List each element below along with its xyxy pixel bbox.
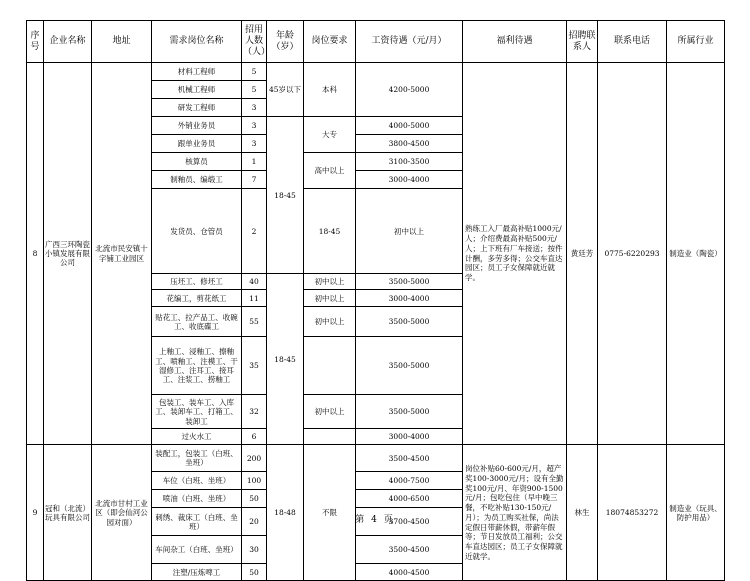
count-cell: 6 xyxy=(242,429,267,445)
requirement-cell xyxy=(304,337,356,395)
position-cell: 贴花工、拉产品工、收碗工、收底碟工 xyxy=(152,307,242,337)
count-cell: 55 xyxy=(242,307,267,337)
recruitment-table xyxy=(26,20,725,581)
count-cell: 3 xyxy=(242,99,267,117)
requirement-cell: 大专 xyxy=(304,117,356,153)
position-cell: 过火水工 xyxy=(152,429,242,445)
header-salary: 工资待遇（元/月） xyxy=(356,21,463,63)
age-cell: 18-45 xyxy=(267,274,304,445)
count-cell: 5 xyxy=(242,81,267,99)
salary-cell: 3100-3500 xyxy=(356,153,463,171)
header-requirement: 岗位要求 xyxy=(304,21,356,63)
company2-contact: 林生 xyxy=(567,445,598,581)
position-cell: 外销业务员 xyxy=(152,117,242,135)
count-cell: 50 xyxy=(242,490,267,508)
position-cell: 跟单业务员 xyxy=(152,135,242,153)
count-cell: 20 xyxy=(242,508,267,536)
header-welfare: 福利待遇 xyxy=(463,21,567,63)
requirement-cell: 本科 xyxy=(304,63,356,117)
requirement-cell xyxy=(304,429,356,445)
header-industry: 所属行业 xyxy=(667,21,725,63)
requirement-cell: 初中以上 xyxy=(356,189,463,274)
count-cell: 3 xyxy=(242,117,267,135)
company1-phone: 0775-6220293 xyxy=(598,63,667,445)
salary-cell: 3500-5000 xyxy=(356,307,463,337)
company1-seq: 8 xyxy=(27,63,44,445)
company2-age: 18-48 xyxy=(267,445,304,581)
position-cell: 研发工程师 xyxy=(152,99,242,117)
salary-cell: 4000-4500 xyxy=(356,564,463,581)
header-phone: 联系电话 xyxy=(598,21,667,63)
position-cell: 装配工，包装工（白班、坐班） xyxy=(152,445,242,472)
count-cell: 5 xyxy=(242,63,267,81)
position-cell: 喷油（白班、坐班） xyxy=(152,490,242,508)
header-contact: 招聘联系人 xyxy=(567,21,598,63)
position-cell: 刺绣、裁床工（白班、坐班） xyxy=(152,508,242,536)
count-cell: 35 xyxy=(242,337,267,395)
salary-cell: 3000-4000 xyxy=(356,429,463,445)
position-cell: 材料工程师 xyxy=(152,63,242,81)
salary-cell: 3500-4500 xyxy=(356,445,463,472)
count-cell: 30 xyxy=(242,536,267,564)
salary-cell: 3500-5000 xyxy=(356,337,463,395)
age-cell: 45岁以下 xyxy=(267,63,304,117)
position-cell: 注塑/压炼啤工 xyxy=(152,564,242,581)
position-cell: 压坯工、修坯工 xyxy=(152,274,242,290)
salary-cell: 3000-4000 xyxy=(356,171,463,189)
salary-cell: 4000-5000 xyxy=(356,117,463,135)
company1-industry: 制造业（陶瓷） xyxy=(667,63,725,445)
header-row xyxy=(27,21,725,63)
age-cell: 18-45 xyxy=(304,189,356,274)
requirement-cell: 高中以上 xyxy=(304,153,356,189)
position-cell: 核算员 xyxy=(152,153,242,171)
count-cell: 200 xyxy=(242,445,267,472)
salary-cell: 4000-7500 xyxy=(356,472,463,490)
salary-cell: 3500-5000 xyxy=(356,395,463,429)
header-seq: 序号 xyxy=(27,21,44,63)
requirement-cell: 初中以上 xyxy=(304,290,356,307)
position-cell: 包装工、装车工、入库工、装卸车工、打箱工、装卸工 xyxy=(152,395,242,429)
count-cell: 2 xyxy=(242,189,267,274)
salary-cell: 4200-5000 xyxy=(356,63,463,117)
company2-welfare: 岗位补贴60-600元/月，超产奖100-3000元/月；设有全勤奖100元/月、年资900-1500元/月；包吃包住（早中晚三餐，不吃补贴130-150元/月）；为员工购买社保，尚法定假日带薪休假，带薪年假等；节日发放员工福利；公交车直达园区；员工子女保障就近就学。 xyxy=(463,445,567,581)
position-cell: 车位（白班、坐班） xyxy=(152,472,242,490)
requirement-cell: 初中以上 xyxy=(304,274,356,290)
salary-cell: 4000-6500 xyxy=(356,490,463,508)
age-cell: 18-45 xyxy=(267,117,304,274)
position-cell: 花编工，剪花纸工 xyxy=(152,290,242,307)
count-cell: 3 xyxy=(242,135,267,153)
company2-seq: 9 xyxy=(27,445,44,581)
salary-cell: 3000-4000 xyxy=(356,290,463,307)
count-cell: 40 xyxy=(242,274,267,290)
table-row xyxy=(27,445,725,472)
company2-phone: 18074853272 xyxy=(598,445,667,581)
header-age: 年龄（岁） xyxy=(267,21,304,63)
header-count: 招用人数（人） xyxy=(242,21,267,63)
requirement-cell: 初中以上 xyxy=(304,307,356,337)
requirement-cell: 初中以上 xyxy=(304,395,356,429)
salary-cell: 3500-5000 xyxy=(356,274,463,290)
salary-cell: 3500-4500 xyxy=(356,536,463,564)
count-cell: 32 xyxy=(242,395,267,429)
count-cell: 100 xyxy=(242,472,267,490)
table-row xyxy=(27,63,725,81)
count-cell: 7 xyxy=(242,171,267,189)
company2-address: 北流市甘村工业区（即会仙河公园对面） xyxy=(92,445,152,581)
company2-name: 冠和（北流）玩具有限公司 xyxy=(44,445,92,581)
position-cell: 机械工程师 xyxy=(152,81,242,99)
company1-name: 广西三环陶瓷小镇发展有限公司 xyxy=(44,63,92,445)
header-position: 需求岗位名称 xyxy=(152,21,242,63)
salary-cell: 3800-4500 xyxy=(356,135,463,153)
header-address: 地址 xyxy=(92,21,152,63)
count-cell: 1 xyxy=(242,153,267,171)
count-cell: 11 xyxy=(242,290,267,307)
page-number: 第 4 页 xyxy=(355,515,395,525)
header-company: 企业名称 xyxy=(44,21,92,63)
position-cell: 发货员、仓管员 xyxy=(152,189,242,274)
position-cell: 车间杂工（白班、坐班） xyxy=(152,536,242,564)
position-cell: 上釉工、浸釉工、擦釉工、喷釉工、注模工、干湿修工、注耳工、接耳工、注浆工、捞釉工 xyxy=(152,337,242,395)
company2-industry: 制造业（玩具、防护用品） xyxy=(667,445,725,581)
salary-cell: 3700-4500 xyxy=(356,508,463,536)
company1-welfare: 熟练工入厂最高补贴1000元/人；介绍费最高补贴500元/人；上下班有厂车接送；按件计酬，多劳多得；公交车直达园区；员工子女保障就近就学。 xyxy=(463,63,567,445)
company1-address: 北流市民安镇十字铺工业园区 xyxy=(92,63,152,445)
company2-requirement: 不限 xyxy=(304,445,356,581)
position-cell: 制釉员、编缎工 xyxy=(152,171,242,189)
count-cell: 50 xyxy=(242,564,267,581)
company1-contact: 黄廷芳 xyxy=(567,63,598,445)
